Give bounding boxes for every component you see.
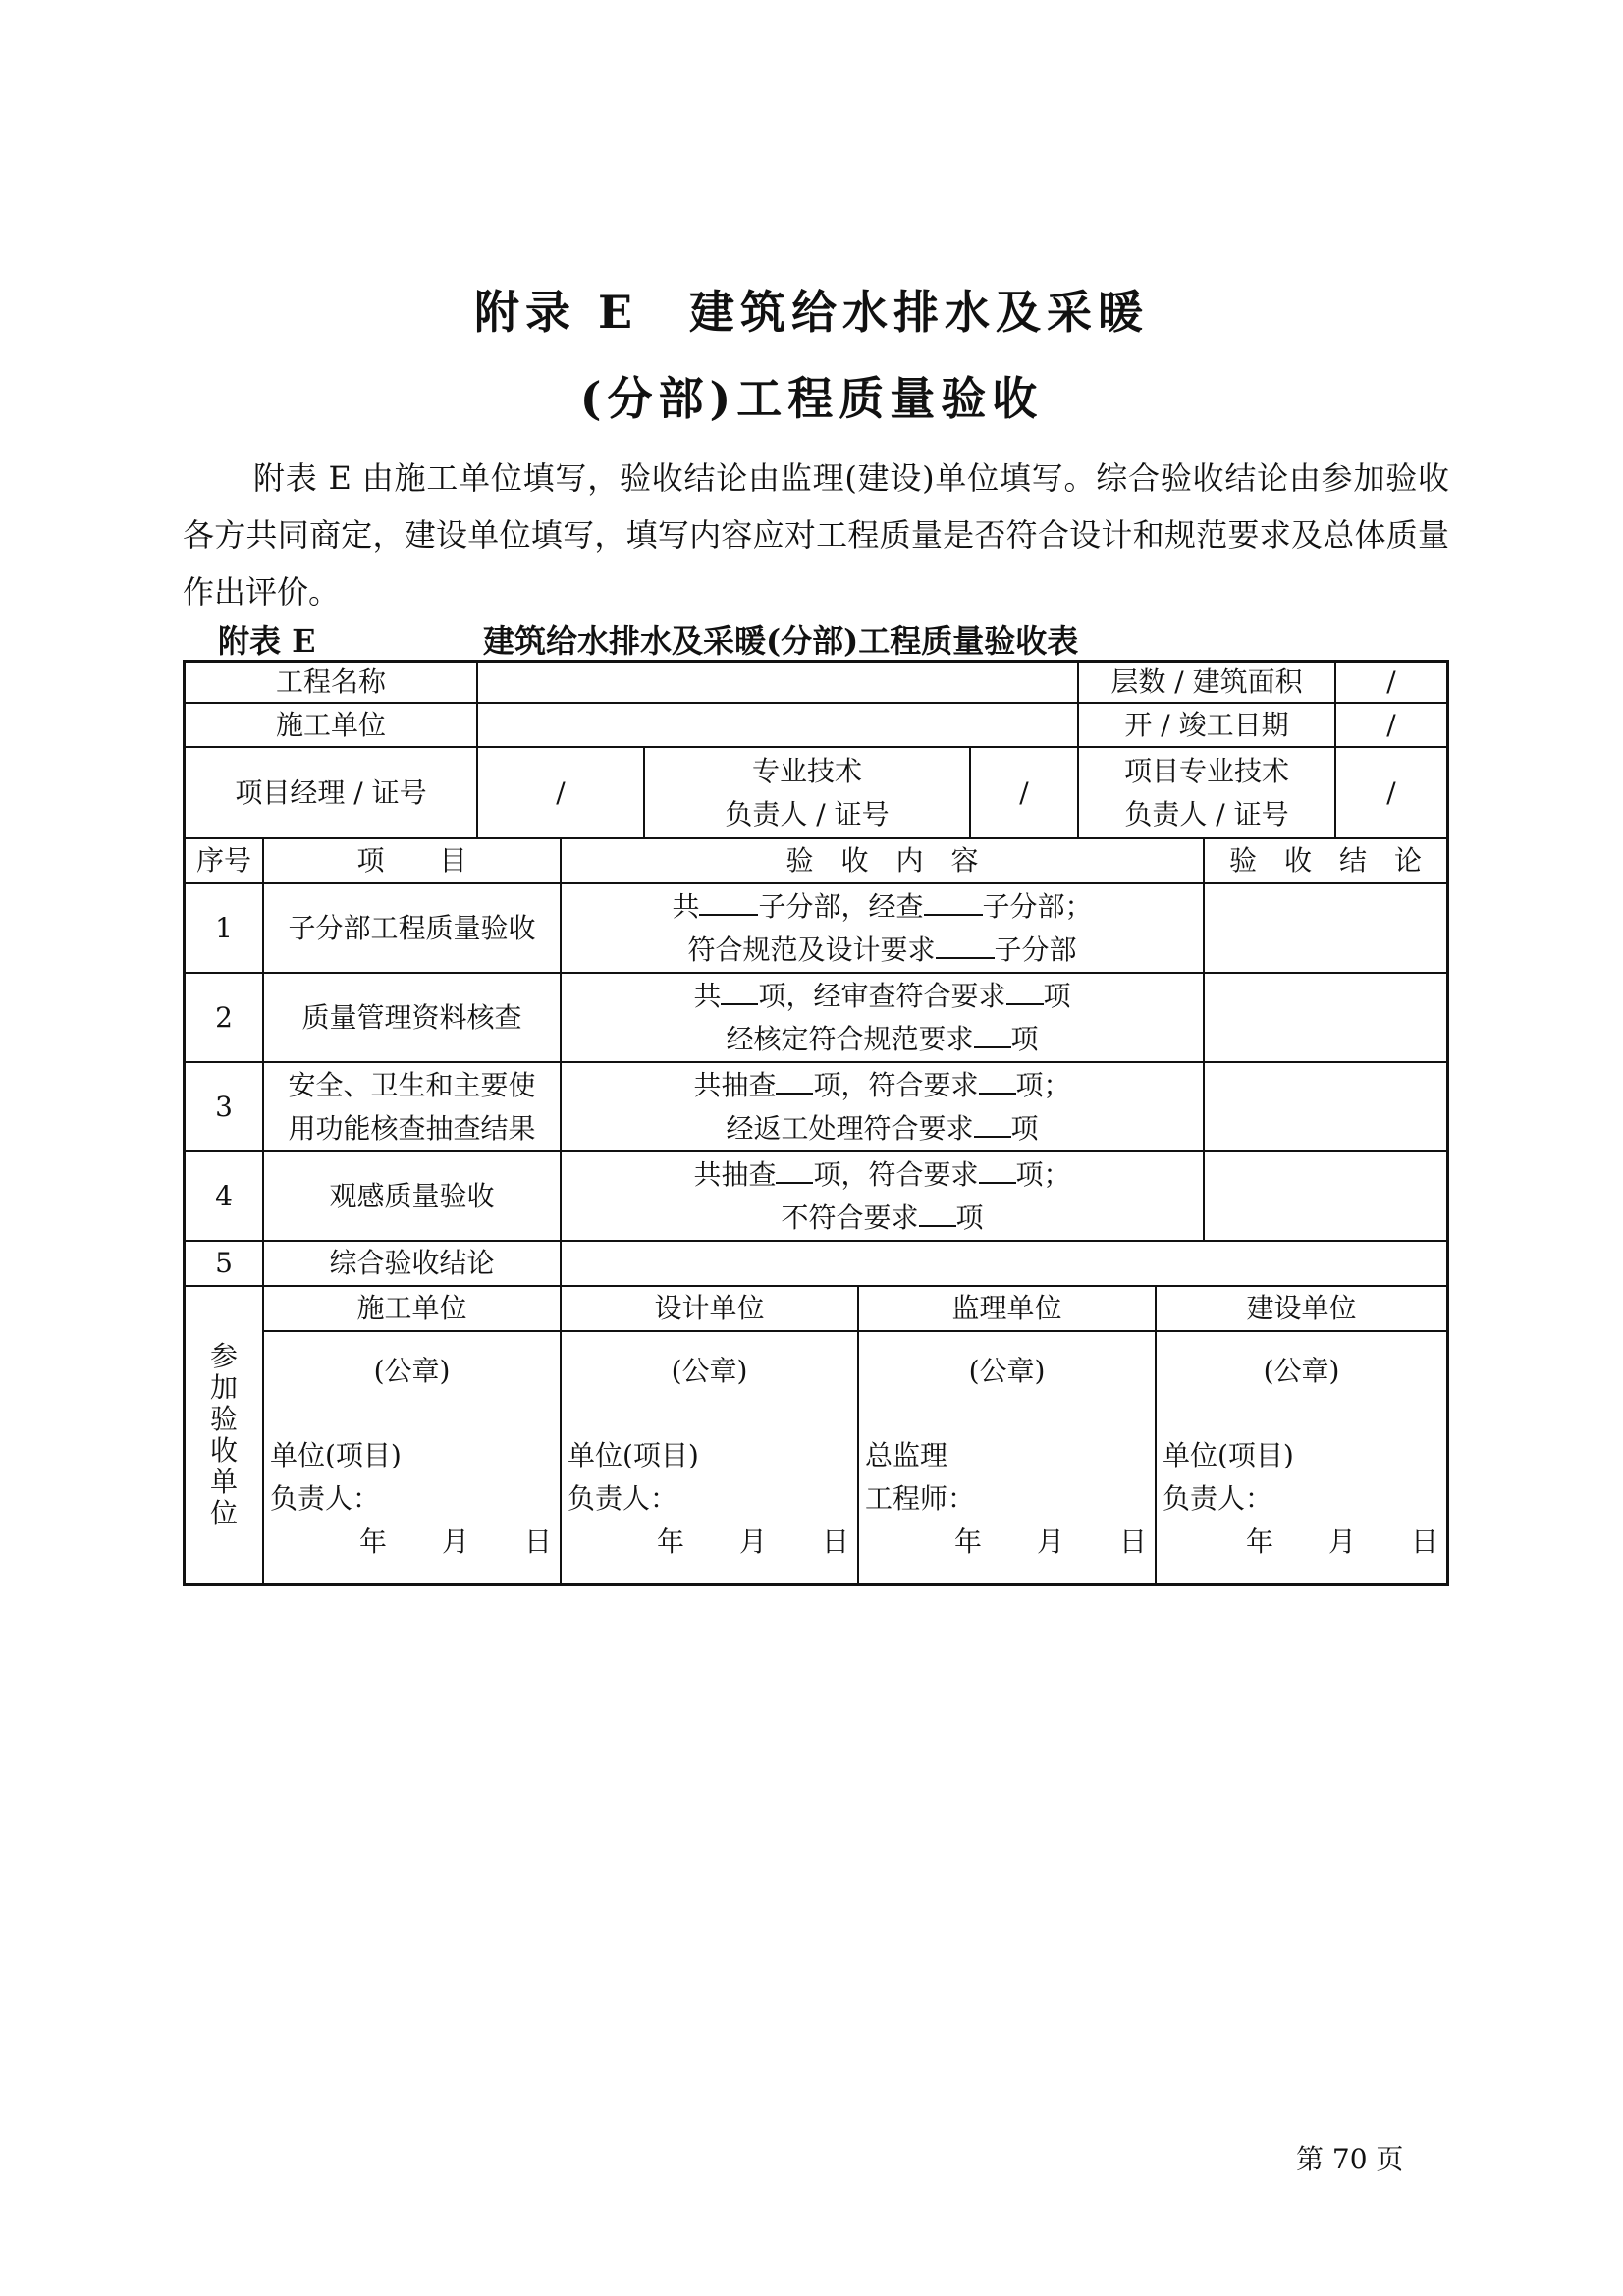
content-text: 经核定符合规范要求 [726, 1022, 974, 1055]
pm-label: 项目经理 / 证号 [235, 775, 427, 809]
blank-field[interactable] [936, 930, 995, 959]
content-text: 项 [1010, 1022, 1039, 1055]
content-text: 子分部，经查 [758, 889, 924, 923]
content-text: 项 [955, 1201, 984, 1234]
blank-field[interactable] [979, 1065, 1016, 1095]
project-tech-lead-label-line: 负责人 / 证号 [1124, 797, 1289, 830]
side-label-char: 位 [209, 1497, 238, 1529]
page-number: 第 70 页 [1296, 2143, 1404, 2175]
row-number: 2 [215, 1000, 233, 1034]
overall-conclusion-value[interactable] [562, 1242, 1446, 1285]
content-line [726, 1018, 1038, 1061]
row-item-line: 安全、卫生和主要使 [288, 1068, 536, 1101]
signatory-line: 单位(项目) [270, 1439, 402, 1471]
contractor-value[interactable] [478, 704, 1077, 746]
contractor-label: 施工单位 [275, 708, 386, 741]
row-content [562, 1063, 1203, 1150]
content-text: 共抽查 [693, 1157, 777, 1191]
column-header-no: 序号 [195, 844, 251, 877]
floors-area-label: 层数 / 建筑面积 [1110, 666, 1303, 698]
signatory-line: 负责人： [1163, 1482, 1273, 1515]
side-label-char: 加 [209, 1371, 238, 1404]
row-content [562, 884, 1203, 972]
blank-field[interactable] [924, 886, 983, 916]
pm-value[interactable]: / [556, 775, 566, 809]
row-conclusion[interactable] [1205, 1063, 1446, 1150]
appendix-subtitle: (分部)工程质量验收 [579, 372, 1044, 425]
project-tech-lead-value[interactable]: / [1386, 775, 1396, 809]
content-text: 项，符合要求 [813, 1068, 979, 1101]
content-text: 共抽查 [693, 1068, 777, 1101]
row-number: 3 [215, 1090, 233, 1123]
project-tech-lead-label [1079, 748, 1334, 837]
row-content [562, 1152, 1203, 1240]
content-line [693, 1064, 1070, 1107]
blank-field[interactable] [974, 1019, 1011, 1048]
content-text: 项 [1043, 979, 1071, 1012]
row-item [264, 1063, 560, 1150]
blank-field[interactable] [776, 1154, 813, 1184]
unit-name-owner: 建设单位 [1246, 1292, 1357, 1324]
content-text: 项； [1015, 1068, 1071, 1101]
tech-lead-label-line: 负责人 / 证号 [725, 797, 890, 830]
content-text: 项，符合要求 [813, 1157, 979, 1191]
row-item: 综合验收结论 [329, 1247, 495, 1279]
seal-placeholder: (公章) [968, 1355, 1046, 1387]
column-header-conclusion: 验 收 结 论 [1228, 844, 1422, 877]
table-caption-label: 附表 E [218, 622, 316, 660]
date-line: 年 月 日 [1245, 1525, 1438, 1558]
blank-field[interactable] [776, 1065, 813, 1095]
date-line: 年 月 日 [358, 1525, 552, 1558]
content-text: 子分部 [994, 933, 1077, 966]
blank-field[interactable] [919, 1198, 956, 1227]
unit-name-contractor: 施工单位 [356, 1292, 467, 1324]
floors-area-value[interactable]: / [1386, 666, 1396, 698]
content-text: 共 [672, 889, 700, 923]
column-header-item: 项 目 [356, 844, 467, 877]
appendix-title: 附录 E 建筑给水排水及采暖 [473, 286, 1150, 339]
content-line [693, 1153, 1070, 1197]
row-conclusion[interactable] [1205, 974, 1446, 1061]
blank-field[interactable] [974, 1108, 1011, 1138]
signatory-line: 工程师： [865, 1482, 976, 1515]
row-item-line: 用功能核查抽查结果 [288, 1111, 536, 1145]
dates-value[interactable]: / [1386, 708, 1396, 741]
content-text: 项，经审查符合要求 [758, 979, 1006, 1012]
column-header-content: 验 收 内 容 [785, 844, 979, 877]
row-conclusion[interactable] [1205, 1152, 1446, 1240]
signatory-line: 负责人： [568, 1482, 678, 1515]
row-item: 子分部工程质量验收 [288, 911, 536, 944]
content-text: 项 [1010, 1111, 1039, 1145]
content-line [726, 1107, 1038, 1150]
content-text: 共 [693, 979, 722, 1012]
blank-field[interactable] [1006, 976, 1044, 1005]
content-text: 符合规范及设计要求 [687, 933, 936, 966]
intro-paragraph: 附表 E 由施工单位填写，验收结论由监理(建设)单位填写。综合验收结论由参加验收各方共同商定，建设单位填写，填写内容应对工程质量是否符合设计和规范要求及总体质量作出评价。 [183, 459, 1449, 611]
signatory-line: 总监理 [865, 1439, 948, 1471]
date-line: 年 月 日 [656, 1525, 849, 1558]
content-text: 经返工处理符合要求 [726, 1111, 974, 1145]
side-label-char: 收 [209, 1434, 238, 1467]
signatory-line: 负责人： [270, 1482, 381, 1515]
project-tech-lead-label-line: 项目专业技术 [1123, 754, 1289, 787]
participants-side-label [186, 1287, 262, 1583]
blank-field[interactable] [699, 886, 758, 916]
row-conclusion[interactable] [1205, 884, 1446, 972]
project-name-label: 工程名称 [275, 666, 386, 698]
blank-field[interactable] [721, 976, 758, 1005]
row-number: 1 [215, 911, 233, 944]
content-text: 不符合要求 [781, 1201, 919, 1234]
side-label-char: 验 [209, 1403, 238, 1435]
row-item: 观感质量验收 [329, 1179, 495, 1212]
tech-lead-label-line: 专业技术 [751, 754, 862, 787]
content-text: 项； [1015, 1157, 1071, 1191]
row-item: 质量管理资料核查 [301, 1000, 522, 1034]
side-label-char: 参 [209, 1340, 238, 1372]
seal-placeholder: (公章) [373, 1355, 451, 1387]
content-line [781, 1197, 983, 1240]
content-line [693, 975, 1070, 1018]
content-text: 子分部； [982, 889, 1093, 923]
row-number: 4 [215, 1179, 233, 1212]
content-line [687, 929, 1076, 972]
grid-line [262, 1330, 1446, 1332]
tech-lead-label [645, 748, 969, 837]
signatory-line: 单位(项目) [568, 1439, 699, 1471]
blank-field[interactable] [979, 1154, 1016, 1184]
acceptance-form [183, 660, 1449, 1586]
signatory-line: 单位(项目) [1163, 1439, 1294, 1471]
unit-name-designer: 设计单位 [654, 1292, 765, 1324]
project-name-value[interactable] [478, 663, 1077, 702]
seal-placeholder: (公章) [1263, 1355, 1340, 1387]
table-caption-title: 建筑给水排水及采暖(分部)工程质量验收表 [483, 622, 1079, 660]
content-line [672, 885, 1092, 929]
row-content [562, 974, 1203, 1061]
seal-placeholder: (公章) [671, 1355, 748, 1387]
tech-lead-value[interactable]: / [1019, 775, 1029, 809]
row-number: 5 [215, 1247, 233, 1279]
date-line: 年 月 日 [953, 1525, 1147, 1558]
dates-label: 开 / 竣工日期 [1124, 708, 1289, 741]
unit-name-supervisor: 监理单位 [951, 1292, 1062, 1324]
side-label-char: 单 [209, 1466, 238, 1498]
